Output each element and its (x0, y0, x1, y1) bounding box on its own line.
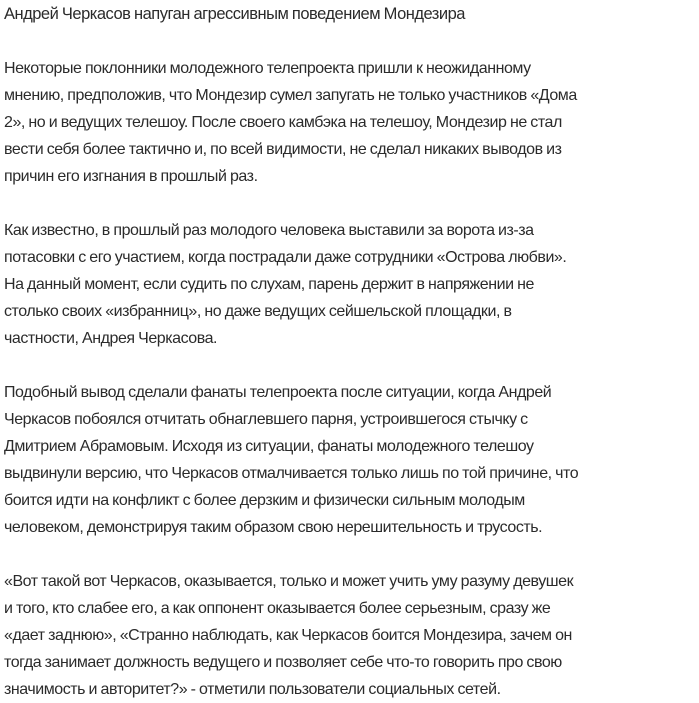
text-line: столько своих «избранниц», но даже ведущих сейшельской площадки, в (4, 303, 512, 320)
text-line: Подобный вывод сделали фанаты телепроекта после ситуации, когда Андрей (4, 384, 552, 401)
text-line: причин его изгнания в прошлый раз. (4, 168, 258, 185)
text-line: частности, Андрея Черкасова. (4, 330, 218, 347)
text-line: потасовки с его участием, когда пострадали даже сотрудники «Острова любви». (4, 249, 567, 266)
text-line: тогда занимает должность ведущего и позволяет себе что-то говорить про свою (4, 654, 562, 671)
text-line: Черкасов побоялся отчитать обнаглевшего парня, устроившегося стычку с (4, 411, 528, 428)
text-line: значимость и авторитет?» - отметили пользователи социальных сетей. (4, 681, 501, 698)
text-line: выдвинули версию, что Черкасов отмалчивается только лишь по той причине, что (4, 465, 579, 482)
paragraph-2 (4, 217, 699, 352)
text-line: и того, кто слабее его, а как оппонент оказывается более серьезным, сразу же (4, 600, 551, 617)
text-line: «дает заднюю», «Странно наблюдать, как Черкасов боится Мондезира, зачем он (4, 627, 572, 644)
text-line: человеком, демонстрируя таким образом свою нерешительность и трусость. (4, 519, 543, 536)
article (4, 1, 699, 703)
text-line: Как известно, в прошлый раз молодого человека выставили за ворота из-за (4, 222, 534, 239)
text-line: мнению, предположив, что Мондезир сумел запугать не только участников «Дома (4, 87, 577, 104)
text-line: Дмитрием Абрамовым. Исходя из ситуации, фанаты молодежного телешоу (4, 438, 534, 455)
text-line: боится идти на конфликт с более дерзким и физически сильным молодым (4, 492, 525, 509)
text-line: вести себя более тактично и, по всей видимости, не сделал никаких выводов из (4, 141, 562, 158)
paragraph-1 (4, 55, 699, 190)
text-line: На данный момент, если судить по слухам, парень держит в напряжении не (4, 276, 534, 293)
article-title: Андрей Черкасов напуган агрессивным поведением Мондезира (4, 5, 465, 23)
paragraph-4-quote (4, 568, 699, 703)
paragraph-3 (4, 379, 699, 541)
text-line: «Вот такой вот Черкасов, оказывается, только и может учить уму разуму девушек (4, 573, 574, 590)
text-line: Некоторые поклонники молодежного телепроекта пришли к неожиданному (4, 60, 531, 77)
text-line: 2», но и ведущих телешоу. После своего камбэка на телешоу, Мондезир не стал (4, 114, 562, 131)
